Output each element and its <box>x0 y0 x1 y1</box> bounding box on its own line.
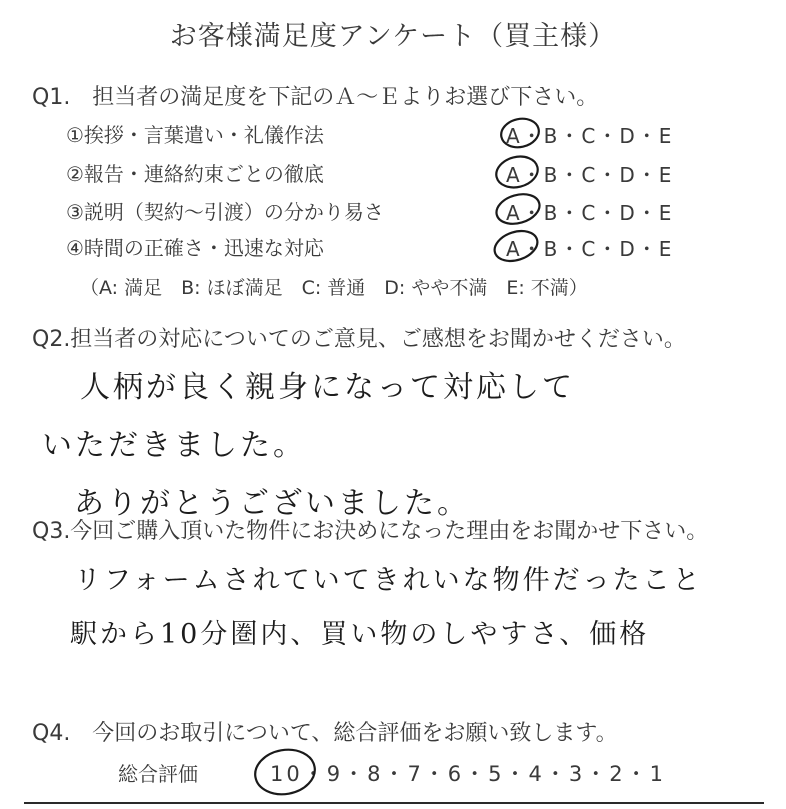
q3-answer-line: 駅から10分圏内、買い物のしやすさ、価格 <box>70 619 650 650</box>
q2-answer-line: 人柄が良く親身になって対応して <box>80 370 575 405</box>
q1-question: Q1. 担当者の満足度を下記のＡ～Ｅよりお選び下さい。 <box>32 85 599 110</box>
q1-item-label: ③説明（契約～引渡）の分かり易さ <box>66 200 384 224</box>
q1-item4-selection-circle <box>491 226 541 266</box>
q1-item-grades: A・B・C・D・E <box>506 124 674 148</box>
q2-question: Q2.担当者の対応についてのご意見、ご感想をお聞かせください。 <box>32 327 686 352</box>
page-title: お客様満足度アンケート（買主様） <box>169 21 617 52</box>
q1-item3-selection-circle <box>493 189 543 228</box>
q3-question: Q3.今回ご購入頂いた物件にお決めになった理由をお聞かせ下さい。 <box>32 519 709 544</box>
q1-item-label: ①挨拶・言葉遣い・礼儀作法 <box>66 123 324 147</box>
q1-legend: （A: 満足 B: ほぼ満足 C: 普通 D: やや不満 E: 不満） <box>80 277 588 299</box>
q4-question: Q4. 今回のお取引について、総合評価をお願い致します。 <box>32 721 618 746</box>
q1-item-grades: A・B・C・D・E <box>506 201 674 225</box>
q2-answer-line: ありがとうございました。 <box>74 486 470 521</box>
q1-item-grades: A・B・C・D・E <box>506 163 674 187</box>
q3-answer-line: リフォームされていてきれいな物件だったこと <box>74 565 703 596</box>
q1-item-label: ②報告・連絡約束ごとの徹底 <box>66 162 324 186</box>
q4-selection-circle <box>252 745 319 799</box>
q1-item2-selection-circle <box>493 152 541 191</box>
q1-item-grades: A・B・C・D・E <box>506 237 674 261</box>
q2-answer-line: いただきました。 <box>42 428 306 463</box>
q4-rating-label: 総合評価 <box>118 762 198 786</box>
q1-item-label: ④時間の正確さ・迅速な対応 <box>66 236 324 260</box>
q1-item1-selection-circle <box>499 115 542 150</box>
q4-rating-scale: 10・9・8・7・6・5・4・3・2・1 <box>270 762 666 786</box>
